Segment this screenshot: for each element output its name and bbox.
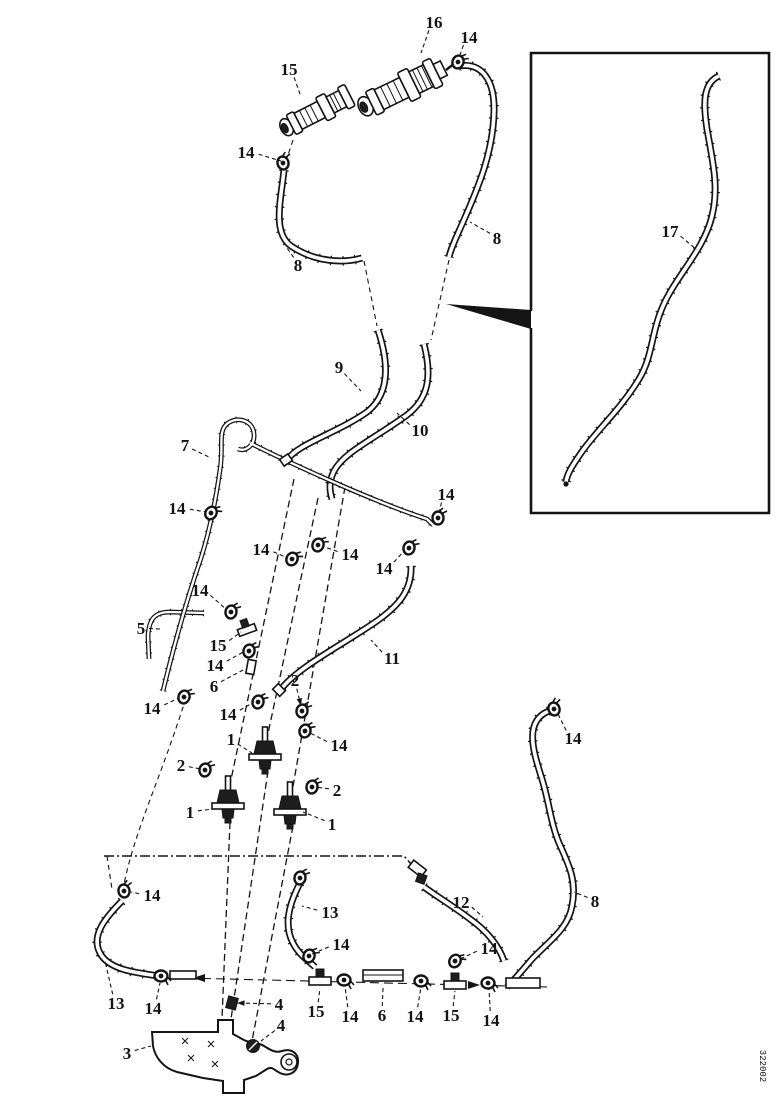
svg-text:14: 14	[168, 499, 186, 518]
part-callout-14	[376, 550, 406, 578]
hose-clamp-icon	[402, 537, 420, 557]
svg-text:3: 3	[122, 1044, 132, 1063]
svg-text:15: 15	[307, 1002, 325, 1021]
svg-text:7: 7	[180, 436, 190, 455]
part-callout-14	[312, 935, 350, 954]
shutoff-valve-15	[275, 83, 355, 141]
svg-text:15: 15	[442, 1006, 460, 1025]
part-callout-14	[459, 28, 478, 58]
svg-text:17: 17	[661, 222, 679, 241]
part-callout-14	[169, 499, 207, 518]
svg-text:2: 2	[176, 756, 186, 775]
chain-line-drop	[107, 856, 112, 889]
part-callout-15	[210, 632, 242, 655]
svg-text:14: 14	[460, 28, 478, 47]
svg-text:14: 14	[564, 729, 582, 748]
part-callout-14	[131, 886, 161, 905]
svg-text:1: 1	[327, 815, 337, 834]
svg-text:14: 14	[206, 656, 224, 675]
part-callout-4	[261, 1016, 286, 1041]
svg-text:1: 1	[226, 730, 236, 749]
nozzle-valve-1-right	[274, 782, 306, 829]
svg-text:14: 14	[143, 886, 161, 905]
part-callout-9	[335, 358, 361, 391]
hose-clamp-icon	[155, 971, 172, 986]
part-callout-8	[574, 892, 599, 911]
nozzle-valve-1-middle	[249, 727, 281, 774]
svg-text:14: 14	[252, 540, 270, 559]
hose-clamp-icon	[305, 776, 322, 795]
svg-text:6: 6	[377, 1006, 387, 1025]
svg-text:8: 8	[293, 256, 303, 275]
svg-text:9: 9	[334, 358, 344, 377]
tee-fitting-15-cluster	[235, 617, 257, 637]
tube-6-upper	[246, 659, 256, 674]
chassis-chain-line	[104, 856, 419, 873]
part-callout-14	[145, 983, 163, 1018]
svg-text:14: 14	[406, 1007, 424, 1026]
part-callout-2	[177, 756, 201, 775]
svg-text:2: 2	[332, 781, 342, 800]
fitting-4-upper	[226, 996, 239, 1010]
hose-clamp-icon	[447, 950, 468, 972]
svg-text:16: 16	[425, 13, 443, 32]
hose-clamp-icon	[198, 759, 215, 778]
svg-text:14: 14	[480, 939, 498, 958]
part-callout-17	[662, 222, 698, 250]
tube-6-bottom	[363, 970, 403, 981]
svg-text:5: 5	[136, 619, 146, 638]
part-callout-14	[342, 987, 360, 1026]
svg-text:14: 14	[237, 143, 255, 162]
part-callout-14	[220, 702, 255, 724]
part-callout-14	[483, 988, 501, 1030]
part-callout-6	[378, 988, 387, 1025]
hose-clamp-icon	[117, 880, 134, 899]
svg-text:4: 4	[274, 995, 284, 1014]
tube-left-end	[170, 971, 196, 979]
svg-text:15: 15	[209, 636, 227, 655]
hose-clamp-icon	[338, 975, 355, 990]
svg-text:14: 14	[330, 736, 348, 755]
svg-text:14: 14	[437, 485, 455, 504]
svg-text:13: 13	[107, 994, 125, 1013]
hose-clamp-icon	[224, 601, 241, 620]
detail-pointer-wedge	[446, 304, 531, 329]
part-callout-8	[470, 222, 501, 248]
part-callout-15	[443, 991, 460, 1025]
tee-fitting-15-bottom-right	[444, 973, 466, 989]
svg-text:4: 4	[276, 1016, 286, 1035]
hose-clamp-icon	[293, 867, 310, 886]
hose-clamp-icon	[311, 534, 330, 554]
elbow-fitting-12	[408, 860, 427, 884]
svg-text:13: 13	[321, 903, 339, 922]
connector-8-to-10	[431, 260, 449, 340]
svg-text:14: 14	[144, 999, 162, 1018]
svg-text:2: 2	[290, 671, 300, 690]
drawing-number: 322002	[757, 1049, 767, 1083]
part-callout-1	[303, 812, 336, 834]
part-callout-1	[186, 803, 213, 822]
part-callout-7	[181, 436, 211, 458]
svg-text:14: 14	[219, 705, 237, 724]
part-callout-15	[308, 988, 325, 1021]
shutoff-valve-16	[352, 54, 451, 124]
nozzle-valve-1-left	[212, 776, 244, 823]
part-callout-2	[315, 781, 341, 800]
hose-11	[282, 566, 411, 688]
hose-8-left	[279, 170, 362, 261]
hose-clamp-icon	[251, 691, 269, 711]
connector-8-to-9	[364, 261, 377, 326]
svg-text:14: 14	[375, 559, 393, 578]
part-callout-14	[144, 698, 180, 718]
hose-clamp-icon	[482, 978, 499, 993]
part-callout-2	[291, 671, 302, 706]
hose-clamp-icon	[275, 151, 293, 171]
tube-right-end	[506, 978, 540, 988]
part-callout-13	[302, 903, 339, 922]
inset-box	[531, 53, 769, 513]
svg-text:6: 6	[209, 677, 219, 696]
part-callout-14	[192, 581, 228, 610]
part-callout-14	[438, 485, 456, 513]
svg-text:11: 11	[383, 649, 401, 668]
part-callout-14	[558, 714, 582, 748]
hose-8-right-upper	[449, 65, 494, 257]
centerline-arrow-right	[468, 981, 480, 989]
hose-clamp-icon	[177, 686, 196, 706]
svg-text:8: 8	[492, 229, 502, 248]
part-callout-11	[371, 640, 400, 668]
hose-8-right-lower	[507, 711, 574, 987]
svg-text:10: 10	[411, 421, 429, 440]
svg-text:15: 15	[280, 60, 298, 79]
hose-17	[566, 76, 719, 482]
grommet-4	[247, 1040, 260, 1053]
part-callout-14	[238, 143, 282, 162]
part-callout-14	[322, 545, 359, 564]
tee-fitting-15-bottom-left	[309, 969, 331, 985]
svg-text:14: 14	[143, 699, 161, 718]
svg-text:1: 1	[185, 803, 195, 822]
svg-text:14: 14	[332, 935, 350, 954]
part-callout-14	[407, 987, 425, 1026]
hose-clamp-icon	[242, 640, 260, 660]
svg-text:14: 14	[191, 581, 209, 600]
hose-clamp-icon	[298, 720, 316, 740]
part-callout-4	[237, 995, 284, 1014]
part-callout-14	[253, 540, 289, 559]
hose-clamp-icon	[302, 945, 321, 965]
svg-text:8: 8	[590, 892, 600, 911]
hose-17-end-cap	[563, 481, 568, 486]
svg-text:14: 14	[482, 1011, 500, 1030]
svg-text:12: 12	[452, 893, 470, 912]
svg-text:14: 14	[341, 545, 359, 564]
part-callout-3	[123, 1044, 151, 1063]
svg-text:14: 14	[341, 1007, 359, 1026]
hose-13-left	[97, 901, 167, 977]
hose-clamp-icon	[415, 976, 432, 991]
part-callout-16	[421, 13, 443, 53]
part-callout-14	[460, 939, 498, 959]
part-callout-15	[281, 60, 302, 97]
part-callout-14	[310, 733, 348, 755]
hose-clamp-icon	[295, 700, 312, 719]
part-callout-10	[397, 413, 429, 440]
